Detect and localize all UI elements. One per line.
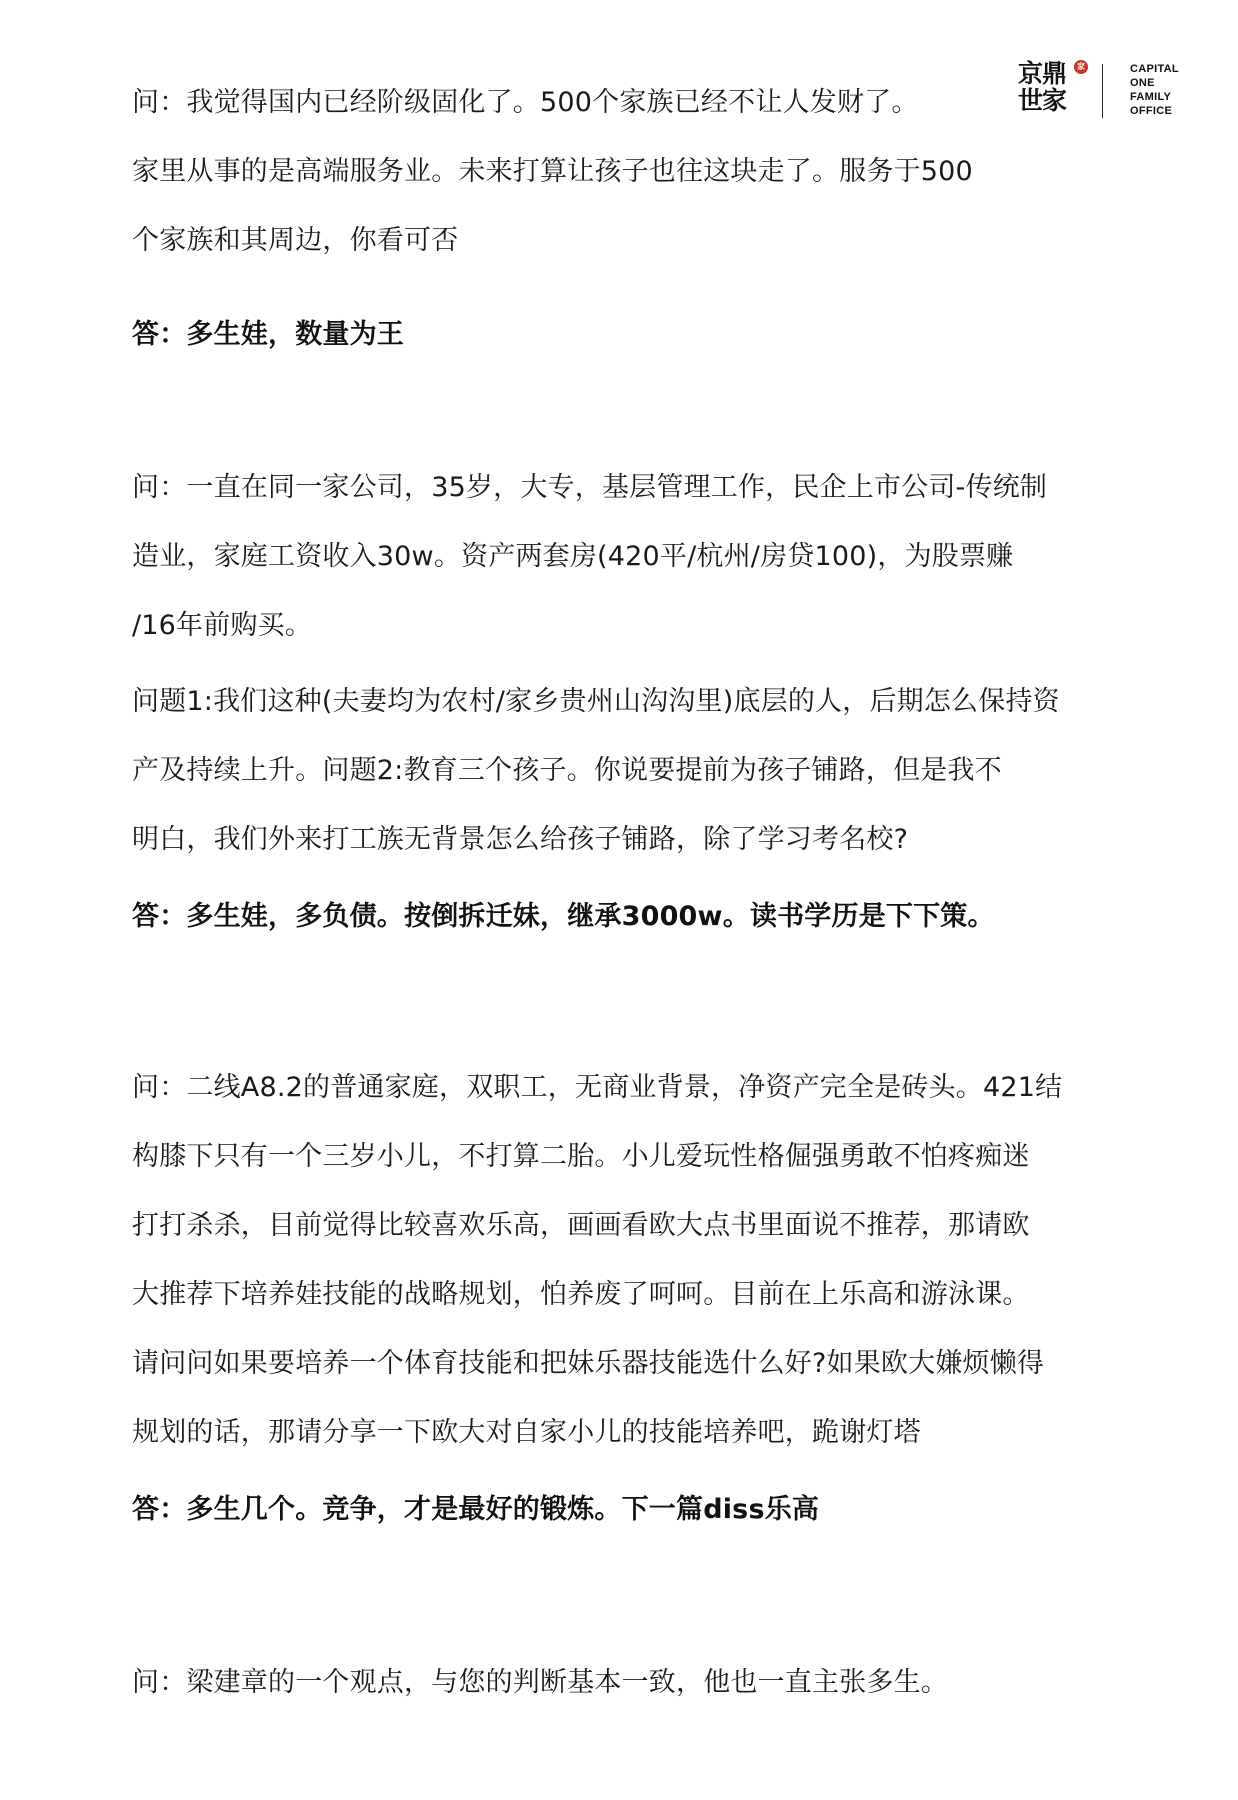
question-line: /16年前购买。 <box>132 610 313 641</box>
logo-en-line-2: ONE <box>1130 77 1155 89</box>
question-line: 问：梁建章的一个观点，与您的判断基本一致，他也一直主张多生。 <box>132 1667 948 1698</box>
question-line: 产及持续上升。问题2:教育三个孩子。你说要提前为孩子铺路，但是我不 <box>132 755 1002 786</box>
logo-divider <box>1102 64 1103 118</box>
question-line: 造业，家庭工资收入30w。资产两套房(420平/杭州/房贷100)，为股票赚 <box>132 541 1014 572</box>
logo-cn-line-2: 世家 <box>1018 86 1067 115</box>
question-line: 问题1:我们这种(夫妻均为农村/家乡贵州山沟沟里)底层的人，后期怎么保持资 <box>132 686 1060 717</box>
logo-en-line-1: CAPITAL <box>1130 63 1179 75</box>
question-line: 大推荐下培养娃技能的战略规划，怕养废了呵呵。目前在上乐高和游泳课。 <box>132 1279 1030 1310</box>
company-logo <box>1018 60 1188 122</box>
logo-en-line-3: FAMILY <box>1130 91 1172 103</box>
question-line: 个家族和其周边，你看可否 <box>132 225 459 256</box>
answer-line: 答：多生几个。竞争，才是最好的锻炼。下一篇diss乐高 <box>132 1494 820 1525</box>
question-line: 规划的话，那请分享一下欧大对自家小儿的技能培养吧，跪谢灯塔 <box>132 1417 921 1448</box>
question-line: 问：一直在同一家公司，35岁，大专，基层管理工作，民企上市公司-传统制 <box>132 472 1048 503</box>
question-line: 打打杀杀，目前觉得比较喜欢乐高，画画看欧大点书里面说不推荐，那请欧 <box>132 1210 1030 1241</box>
question-line: 明白，我们外来打工族无背景怎么给孩子铺路，除了学习考名校? <box>132 824 909 855</box>
logo-seal-icon: 家 <box>1074 60 1088 74</box>
logo-english-wordmark <box>1130 62 1179 118</box>
question-line: 请问问如果要培养一个体育技能和把妹乐器技能选什么好?如果欧大嫌烦懒得 <box>132 1348 1045 1379</box>
answer-line: 答：多生娃，数量为王 <box>132 319 404 350</box>
question-line: 问：二线A8.2的普通家庭，双职工，无商业背景，净资产完全是砖头。421结 <box>132 1072 1063 1103</box>
logo-cn-line-1: 京鼎 <box>1018 59 1067 88</box>
question-line: 构膝下只有一个三岁小儿，不打算二胎。小儿爱玩性格倔强勇敢不怕疼痴迷 <box>132 1141 1030 1172</box>
answer-line: 答：多生娃，多负债。按倒拆迁妹，继承3000w。读书学历是下下策。 <box>132 901 995 932</box>
question-line: 问：我觉得国内已经阶级固化了。500个家族已经不让人发财了。 <box>132 87 919 118</box>
question-line: 家里从事的是高端服务业。未来打算让孩子也往这块走了。服务于500 <box>132 156 973 187</box>
logo-chinese-wordmark <box>1018 60 1080 122</box>
logo-en-line-4: OFFICE <box>1130 105 1173 117</box>
